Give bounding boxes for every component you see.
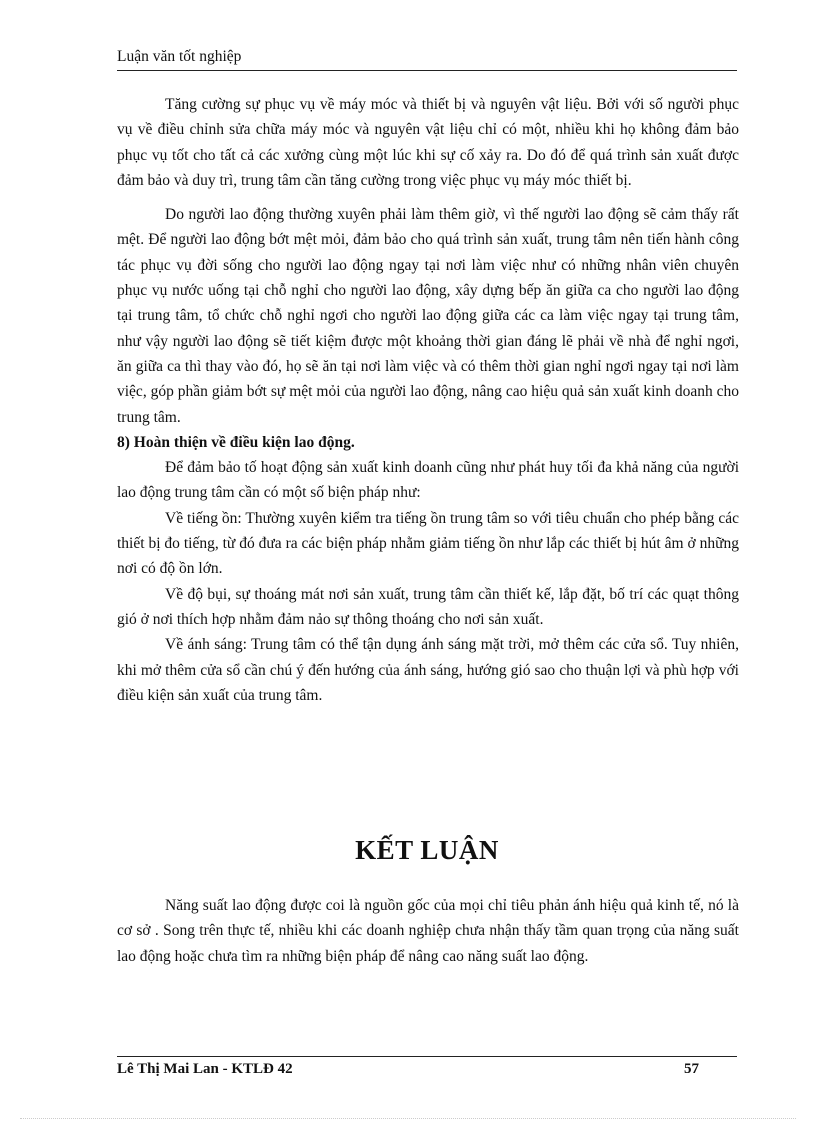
conclusion-text xyxy=(117,893,739,969)
paragraph: Do người lao động thường xuyên phải làm thêm giờ, vì thế người lao động sẽ cảm thấy rất mệt. Để người lao động bớt mệt mỏi, đảm bảo cho quá trình sản xuất, trung tâm nên tiến hành công tác phục vụ đời sống cho người lao động ngay tại nơi làm việc như có những nhân viên chuyên phục vụ nước uống tại chỗ nghỉ cho người lao động, xây dựng bếp ăn giữa ca cho người lao động tại trung tâm, tổ chức chỗ nghỉ ngơi cho người lao động giữa các ca làm việc ngay tại trung tâm, như vậy người lao động sẽ tiết kiệm được một khoảng thời gian đáng lẽ phải về nhà để nghỉ ngơi, ăn giữa ca thì thay vào đó, họ sẽ ăn tại nơi làm việc và có thêm thời gian nghỉ ngơi ngay tại nơi làm việc, góp phần giảm bớt sự mệt mỏi của người lao động, nâng cao hiệu quả sản xuất kinh doanh cho trung tâm. xyxy=(117,206,739,426)
page-edge-dots xyxy=(20,1118,796,1119)
paragraph: Về ánh sáng: Trung tâm có thể tận dụng ánh sáng mặt trời, mở thêm các cửa sổ. Tuy nhiên, khi mở thêm cửa sổ cần chú ý đến hướng của ánh sáng, hướng gió sao cho thuận lợi và phù hợp với điều kiện sản xuất của trung tâm. xyxy=(117,636,739,704)
header-rule xyxy=(117,70,737,71)
conclusion-title: KẾT LUẬN xyxy=(355,835,499,865)
paragraph: Về tiếng ồn: Thường xuyên kiểm tra tiếng ồn trung tâm so với tiêu chuẩn cho phép bằng các thiết bị đo tiếng, từ đó đưa ra các biện pháp nhằm giảm tiếng ồn như lắp các thiết bị hút âm ở những nơi có độ ồn lớn. xyxy=(117,509,739,578)
running-header: Luận văn tốt nghiệp xyxy=(117,48,242,65)
paragraph: Tăng cường sự phục vụ về máy móc và thiết bị và nguyên vật liệu. Bởi với số người phục vụ về điều chỉnh sửa chữa máy móc và nguyên vật liệu chỉ có một, nhiều khi họ không đảm bảo phục vụ tốt cho tất cả các xưởng cùng một lúc khi sự cố xảy ra. Do đó để quá trình sản xuất được đảm bảo và duy trì, trung tâm cần tăng cường trong việc phục vụ máy móc thiết bị. xyxy=(117,96,739,189)
paragraph: Về độ bụi, sự thoáng mát nơi sản xuất, trung tâm cần thiết kế, lắp đặt, bố trí các quạt thông gió ở nơi thích hợp nhằm đảm nảo sự thông thoáng cho nơi sản xuất. xyxy=(117,585,739,628)
page-number: 57 xyxy=(684,1061,699,1077)
main-text xyxy=(117,92,739,708)
paragraph: Để đảm bảo tố hoạt động sản xuất kinh doanh cũng như phát huy tối đa khả năng của người lao động trung tâm cần có một số biện pháp như: xyxy=(117,459,739,502)
paragraph: Năng suất lao động được coi là nguồn gốc của mọi chỉ tiêu phản ánh hiệu quả kinh tế, nó là cơ sở . Song trên thực tế, nhiều khi các doanh nghiệp chưa nhận thấy tầm quan trọng của năng suất lao động hoặc chưa tìm ra những biện pháp để nâng cao năng suất lao động. xyxy=(117,897,739,965)
footer-rule xyxy=(117,1056,737,1057)
footer xyxy=(117,1061,737,1078)
section-heading: 8) Hoàn thiện về điều kiện lao động. xyxy=(117,433,355,451)
footer-author: Lê Thị Mai Lan - KTLĐ 42 xyxy=(117,1061,293,1077)
